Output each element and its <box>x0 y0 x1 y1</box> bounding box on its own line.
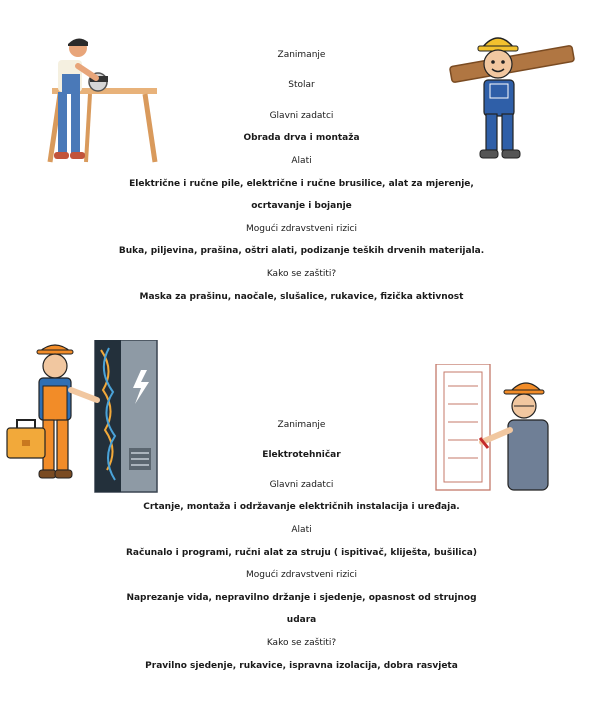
section-heading: Zanimanje <box>277 50 326 60</box>
risks-label: Mogući zdravstveni rizici <box>246 224 357 234</box>
tools-label: Alati <box>291 156 312 166</box>
protect-text: Maska za prašinu, naočale, slušalice, rukavice, fizička aktivnost <box>139 292 464 302</box>
tasks-text: Crtanje, montaža i održavanje električnih instalacija i uređaja. <box>143 502 460 512</box>
tools-text-line2: ocrtavanje i bojanje <box>251 201 352 211</box>
tools-text-line1: Električne i ručne pile, električne i ručne brusilice, alat za mjerenje, <box>129 179 474 189</box>
electrician-with-toolbox-illustration <box>5 340 163 495</box>
protect-label: Kako se zaštiti? <box>266 638 337 648</box>
occupation-name: Stolar <box>288 80 315 90</box>
protect-label: Kako se zaštiti? <box>266 269 337 279</box>
risks-text-line1: Naprezanje vida, nepravilno držanje i sjedenje, opasnost od strujnog <box>126 593 477 603</box>
risks-text-line2: udara <box>286 615 317 625</box>
risks-text: Buka, piljevina, prašina, oštri alati, podizanje teških drvenih materijala. <box>118 246 485 256</box>
protect-text: Pravilno sjedenje, rukavice, ispravna izolacija, dobra rasvjeta <box>145 661 458 671</box>
section-stolar <box>0 0 603 330</box>
tasks-label: Glavni zadatci <box>269 480 334 490</box>
tasks-text: Obrada drva i montaža <box>243 133 360 143</box>
tasks-label: Glavni zadatci <box>269 111 334 121</box>
risks-label: Mogući zdravstveni rizici <box>246 570 357 580</box>
boy-carrying-wood-illustration <box>448 28 578 164</box>
section-heading: Zanimanje <box>277 420 326 430</box>
section-elektrotehnicar <box>0 330 603 714</box>
occupation-name: Elektrotehničar <box>262 450 341 460</box>
tools-text: Računalo i programi, ručni alat za struju ( ispitivač, kliješta, bušilica) <box>126 548 477 558</box>
tools-label: Alati <box>291 525 312 535</box>
